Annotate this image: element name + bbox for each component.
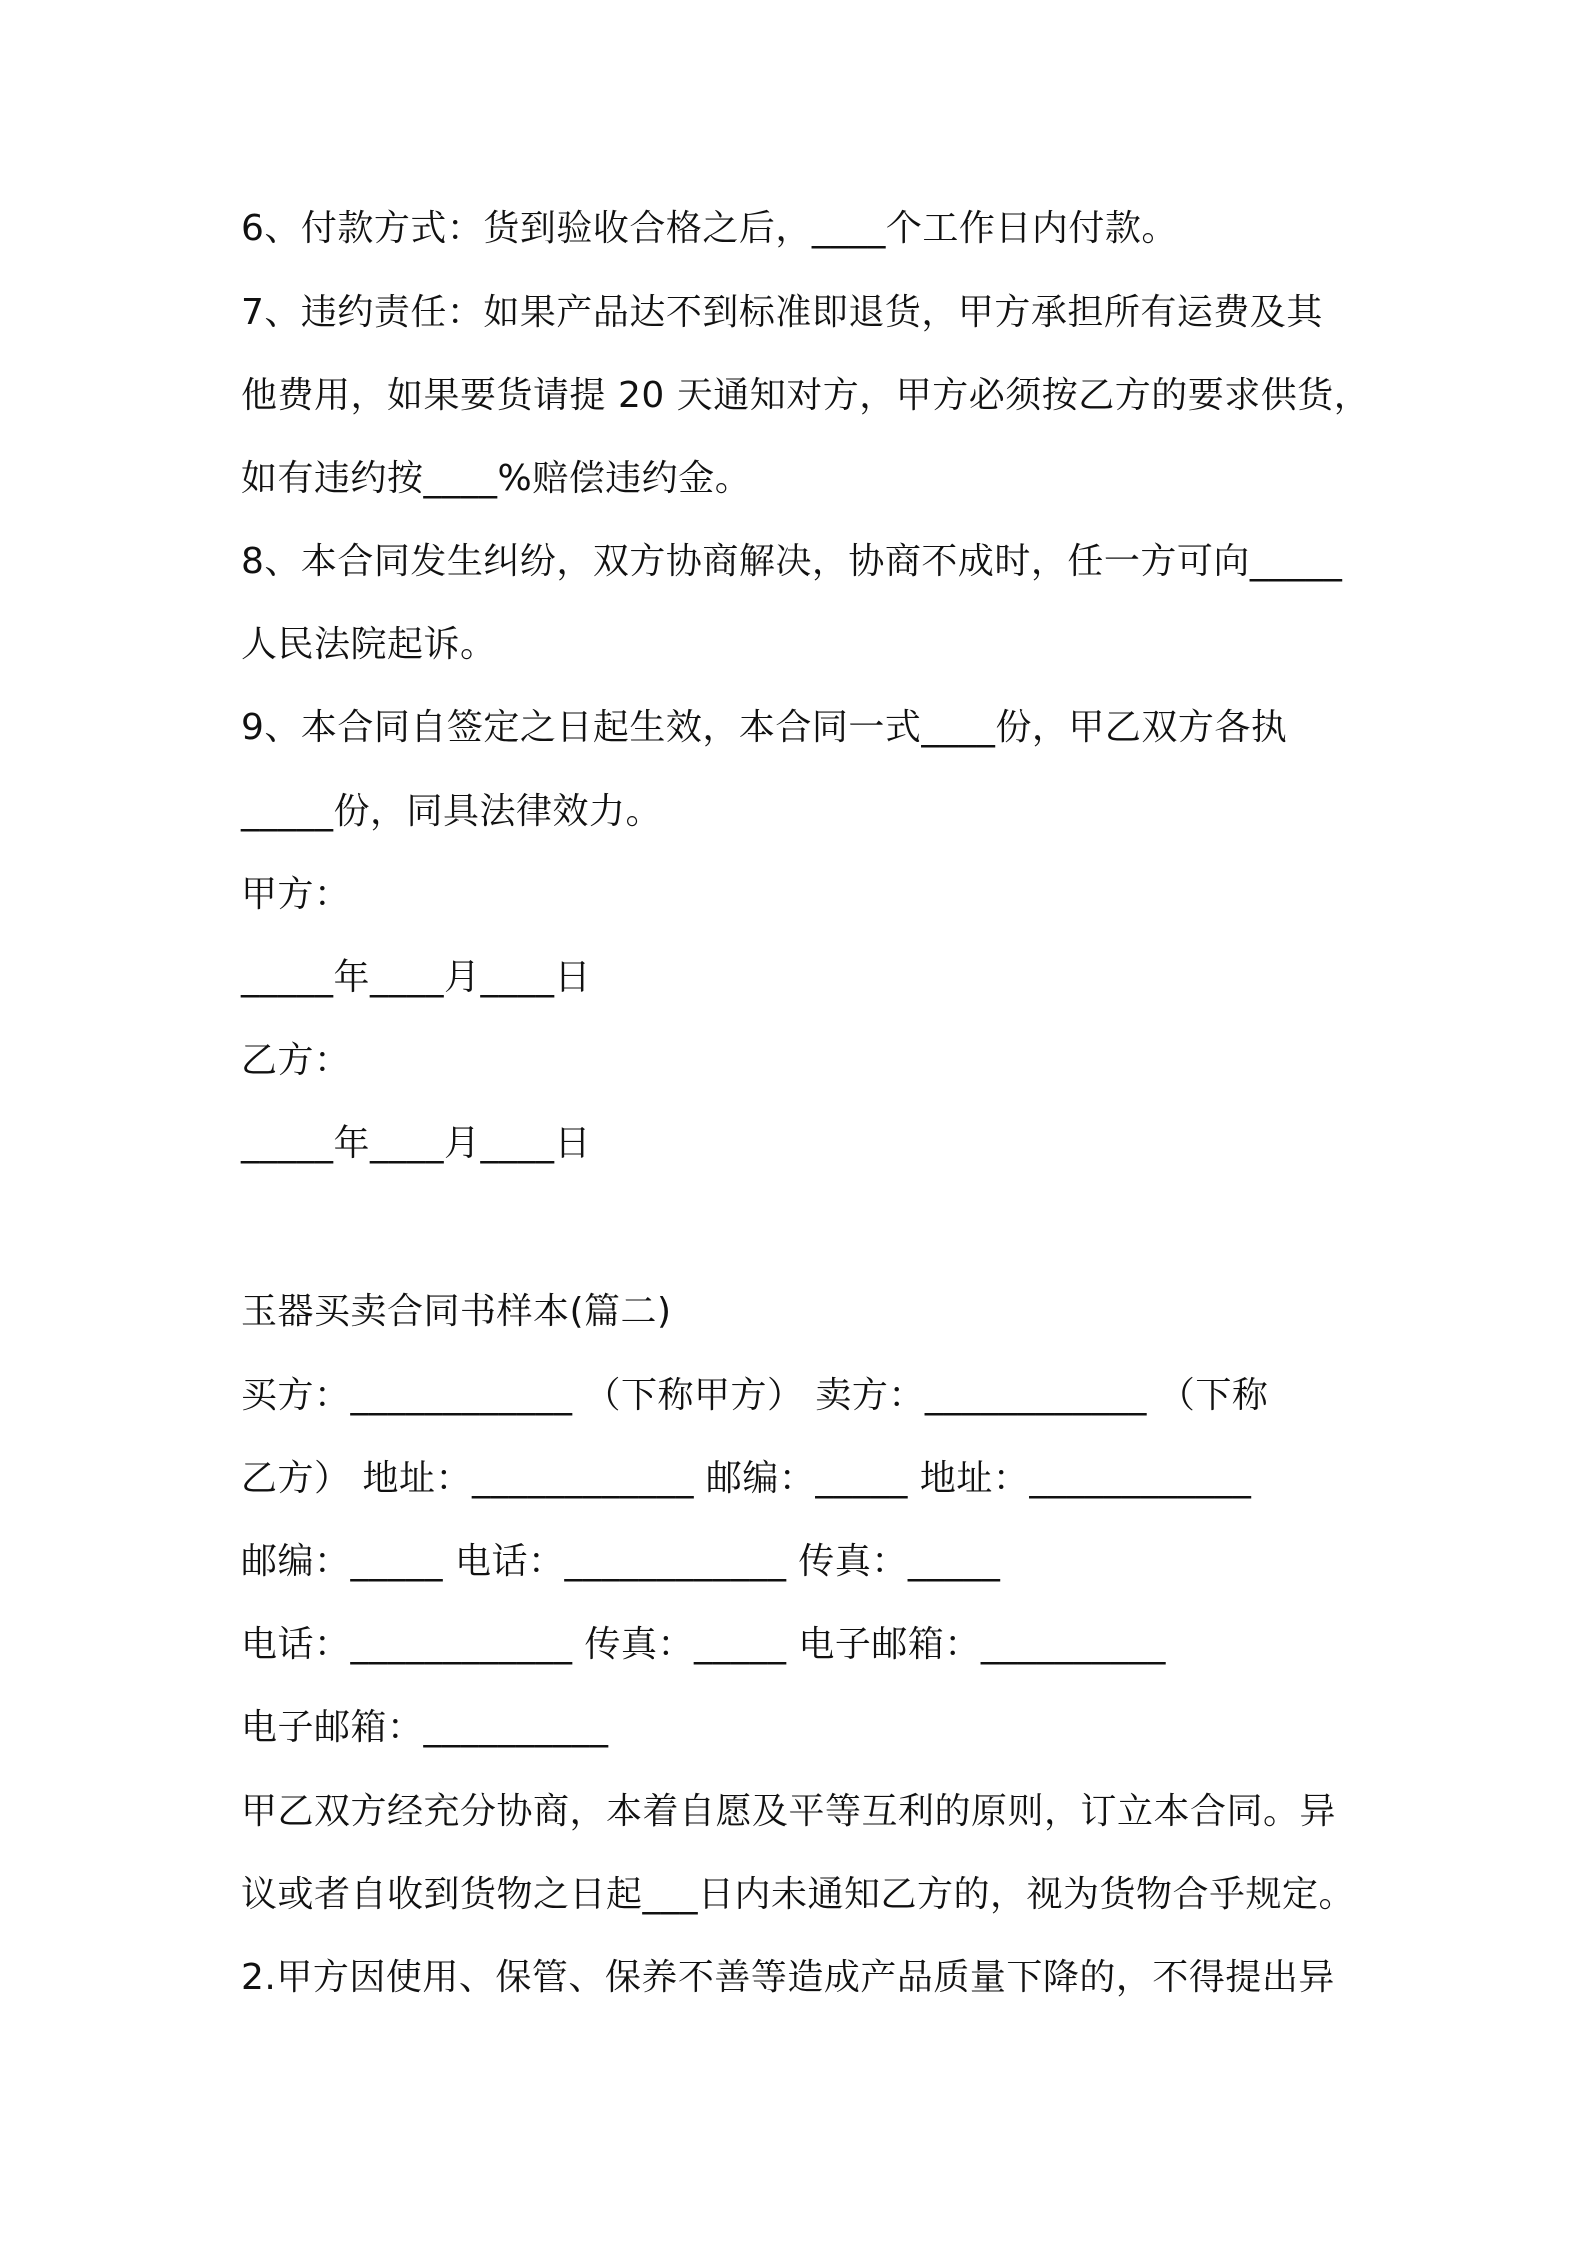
objection-paragraph: 议或者自收到货物之日起___日内未通知乙方的，视为货物合乎规定。 <box>241 1874 1356 1915</box>
party-a-label: 甲方： <box>241 874 351 915</box>
email-line: 电子邮箱：__________ <box>241 1707 609 1748</box>
section-heading: 玉器买卖合同书样本(篇二) <box>241 1291 672 1332</box>
agreement-paragraph: 甲乙双方经充分协商，本着自愿及平等互利的原则，订立本合同。异 <box>241 1791 1337 1832</box>
clause-8-dispute: 8、本合同发生纠纷，双方协商解决，协商不成时，任一方可向_____ <box>241 541 1343 582</box>
party-b-label: 乙方： <box>241 1040 351 1081</box>
buyer-seller-line: 买方：____________ （下称甲方） 卖方：____________ （下称 <box>241 1375 1269 1416</box>
clause-9-effect-end: _____份，同具法律效力。 <box>241 791 663 832</box>
clause-7-liability-cont: 他费用，如果要货请提 20 天通知对方，甲方必须按乙方的要求供货， <box>241 375 1371 416</box>
clause-9-effect: 9、本合同自签定之日起生效，本合同一式____份，甲乙双方各执 <box>241 707 1288 748</box>
party-b-date: _____年____月____日 <box>241 1123 592 1164</box>
address-line: 乙方） 地址：____________ 邮编：_____ 地址：____________ <box>241 1458 1252 1499</box>
clause-2-quality: 2.甲方因使用、保管、保养不善等造成产品质量下降的，不得提出异 <box>241 1957 1335 1998</box>
party-a-date: _____年____月____日 <box>241 957 592 998</box>
clause-7-liability: 7、违约责任：如果产品达不到标准即退货，甲方承担所有运费及其 <box>241 292 1323 333</box>
phone-fax-email-line: 电话：____________ 传真：_____ 电子邮箱：__________ <box>241 1624 1166 1665</box>
clause-8-dispute-end: 人民法院起诉。 <box>241 624 497 665</box>
postcode-phone-fax-line: 邮编：_____ 电话：____________ 传真：_____ <box>241 1541 1001 1582</box>
clause-7-liability-end: 如有违约按____%赔偿违约金。 <box>241 458 752 499</box>
clause-6-payment: 6、付款方式：货到验收合格之后，____个工作日内付款。 <box>241 208 1178 249</box>
